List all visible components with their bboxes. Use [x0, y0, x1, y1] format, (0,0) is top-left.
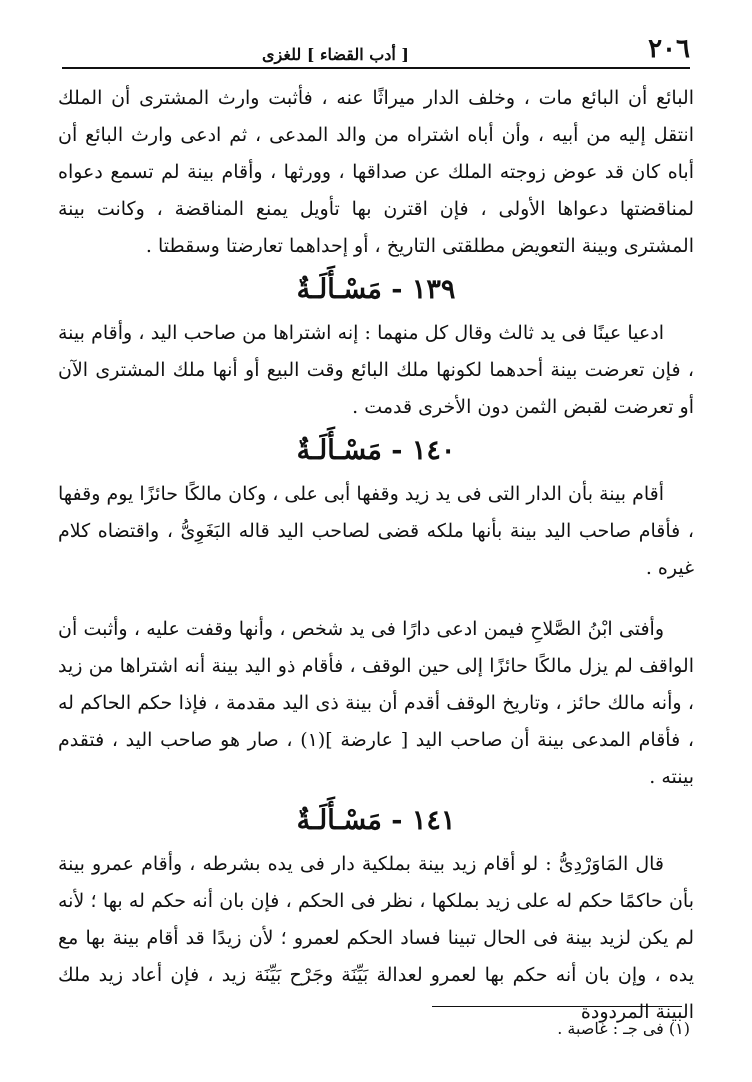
paragraph: ادعيا عينًا فى يد ثالث وقال كل منهما : إنه اشتراها من صاحب اليد ، وأقام بينة ، فإن تعرضت بينة أحدهما لكونها ملك البائع وقت البيع أو أنها ملك المشترى الآن أو تعرضت لقبض الثمن دون الأخرى قدمت . [58, 322, 694, 418]
footnote: (١) فى جـ : غاصبة . [557, 1019, 690, 1038]
section-heading-141: ١٤١ - مَسْـأَلَـةٌ [296, 805, 456, 836]
paragraph: أقام بينة بأن الدار التى فى يد زيد وقفها أبى على ، وكان مالكًا حائزًا يوم وقفها ، فأقام صاحب اليد بينة بأنها ملكه قضى لصاحب اليد قاله البَغَوِىُّ ، واقتضاه كلام غيره . [58, 483, 694, 579]
page-number: ٢٠٦ [648, 34, 690, 64]
page-body [58, 80, 694, 1031]
running-title: [ أدب القضاء ] للغزى [262, 45, 409, 64]
paragraph: وأفتى ابْنُ الصَّلاحِ فيمن ادعى دارًا فى يد شخص ، وأنها وقفت عليه ، وأثبت أن الواقف لم يزل مالكًا حائزًا إلى حين الوقف ، فأقام ذو اليد بينة أنه اشتراها من زيد ، وأنه مالك حائز ، وتاريخ الوقف أقدم أن بينة ذى اليد مقدمة ، فإذا حكم الحاكم له ، فأقام المدعى بينة أن صاحب اليد [ عارضة ](١) ، صار هو صاحب اليد ، فتقدم بينته . [58, 618, 694, 788]
section-heading-140: ١٤٠ - مَسْـأَلَـةٌ [296, 435, 456, 466]
page-header [62, 30, 690, 64]
paragraph: قال المَاوَرْدِىُّ : لو أقام زيد بينة بملكية دار فى يده بشرطه ، وأقام عمرو بينة بأن حاكمًا حكم له على زيد بملكها ، نظر فى الحكم ، فإن بان أنه حكم له بها ؛ لأنه لم يكن لزيد بينة فى الحال تبينا فساد الحكم لعمرو ؛ لأن زيدًا قد أقام بينة بها مع يده ، وإن بان أنه حكم بها لعمرو لعدالة بَيِّنَة وجَرْح بَيِّنَة زيد ، فإن أعاد زيد ملك البينة المردودة [58, 853, 694, 1023]
header-rule [62, 67, 690, 69]
paragraph-gap [58, 587, 694, 611]
section-heading-139: ١٣٩ - مَسْـأَلَـةٌ [296, 274, 456, 305]
paragraph-continued: البائع أن البائع مات ، وخلف الدار ميراثًا عنه ، فأثبت وارث المشترى أن الملك انتقل إليه من أبيه ، وأن أباه اشتراه من والد المدعى ، ثم ادعى وارث البائع أن أباه كان قد عوض زوجته الملك عن صداقها ، وورثها ، وأقام بينة لم تسمع دعواه لمناقضتها دعواها الأولى ، فإن اقترن بها تأويل يمنع المناقضة ، وكانت بينة المشترى وبينة التعويض مطلقتى التاريخ ، أو إحداهما تعارضتا وسقطتا . [58, 87, 694, 257]
footnote-rule [432, 1006, 682, 1007]
